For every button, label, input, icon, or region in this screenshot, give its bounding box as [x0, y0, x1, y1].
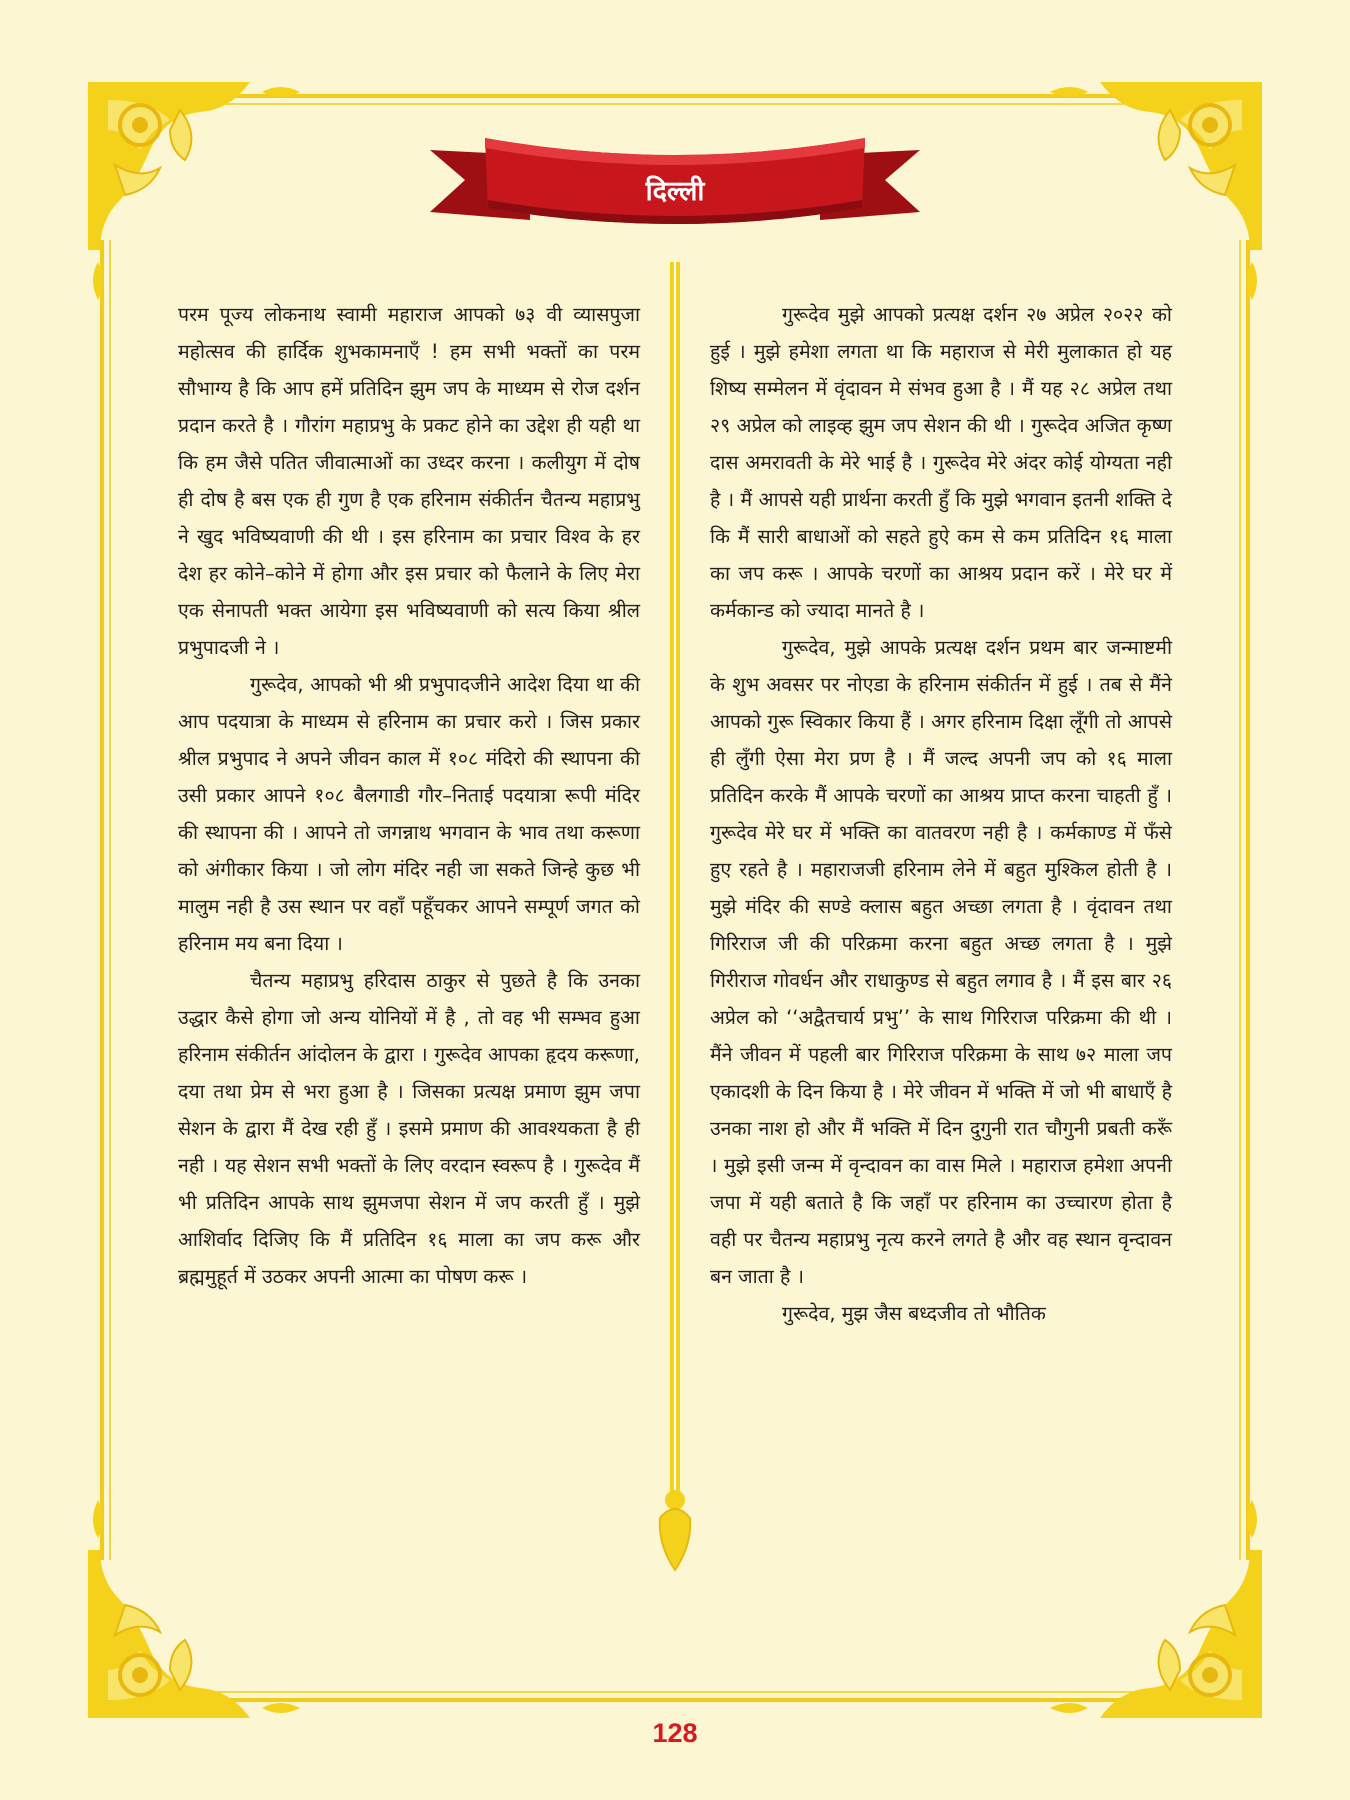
page-number: 128 — [652, 1718, 698, 1748]
section-title: दिल्ली — [645, 176, 705, 207]
paragraph: गुरूदेव, आपको भी श्री प्रभुपादजीने आदेश दिया था की आप पदयात्रा के माध्यम से हरिनाम का प्रचार करो । जिस प्रकार श्रील प्रभुपाद ने अपने जीवन काल में १०८ मंदिरो की स्थापना की उसी प्रकार आपने १०८ बैलगाडी गौर–निताई पदयात्रा रूपी मंदिर की स्थापना की । आपने तो जगन्नाथ भगवान के भाव तथा करूणा को अंगीकार किया । जो लोग मंदिर नही जा सकते जिन्हे कुछ भी मालुम नही है उस स्थान पर वहाँ पहूँचकर आपने सम्पूर्ण जगत को हरिनाम मय बना दिया । — [178, 673, 640, 955]
right-column — [710, 296, 1172, 1332]
paragraph: परम पूज्य लोकनाथ स्वामी महाराज आपको ७३ वी व्यासपुजा महोत्सव की हार्दिक शुभकामनाएँ ! हम सभी भक्तों का परम सौभाग्य है कि आप हमें प्रतिदिन झुम जप के माध्यम से रोज दर्शन प्रदान करते है । गौरांग महाप्रभु के प्रकट होने का उद्देश ही यही था कि हम जैसे पतित जीवात्माओं का उध्दर करना । कलीयुग में दोष ही दोष है बस एक ही गुण है एक हरिनाम संकीर्तन चैतन्य महाप्रभु ने खुद भविष्यवाणी की थी । इस हरिनाम का प्रचार विश्व के हर देश हर कोने–कोने में होगा और इस प्रचार को फैलाने के लिए मेरा एक सेनापती भक्त आयेगा इस भविष्यवाणी को सत्य किया श्रील प्रभुपादजी ने । — [178, 303, 640, 659]
left-column — [178, 296, 640, 1295]
corner-ornament-icon — [88, 82, 300, 300]
paragraph: गुरूदेव, मुझे आपके प्रत्यक्ष दर्शन प्रथम बार जन्माष्टमी के शुभ अवसर पर नोएडा के हरिनाम संकीर्तन में हुई । तब से मैंने आपको गुरू स्विकार किया हैं । अगर हरिनाम दिक्षा लूँगी तो आपसे ही लुँगी ऐसा मेरा प्रण है । मैं जल्द अपनी जप को १६ माला प्रतिदिन करके मैं आपके चरणों का आश्रय प्राप्त करना चाहती हुँ । गुरूदेव मेरे घर में भक्ति का वातवरण नही है । कर्मकाण्ड में फँसे हुए रहते है । महाराजजी हरिनाम लेने में बहुत मुश्किल होती है । मुझे मंदिर की सण्डे क्लास बहुत अच्छा लगता है । वृंदावन तथा गिरिराज जी की परिक्रमा करना बहुत अच्छ लगता है । मुझे गिरीराज गोवर्धन और राधाकुण्ड से बहुत लगाव है । मैं इस बार २६ अप्रेल को ‘‘अद्वैतचार्य प्रभु’’ के साथ गिरिराज परिक्रमा की थी । मैंने जीवन में पहली बार गिरिराज परिक्रमा के साथ ७२ माला जप एकादशी के दिन किया है । मेरे जीवन में भक्ति में जो भी बाधाएँ है उनका नाश हो और मैं भक्ति में दिन दुगुनी रात चौगुनी प्रबती करूँ । मुझे इसी जन्म में वृन्दावन का वास मिले । महाराज हमेशा अपनी जपा में यही बताते है कि जहाँ पर हरिनाम का उच्चारण होता है वही पर चैतन्य महाप्रभु नृत्य करने लगते है और वह स्थान वृन्दावन बन जाता है । — [710, 636, 1172, 1288]
paragraph: गुरूदेव, मुझ जैस बध्दजीव तो भौतिक — [782, 1302, 1046, 1325]
paragraph: गुरूदेव मुझे आपको प्रत्यक्ष दर्शन २७ अप्रेल २०२२ को हुई । मुझे हमेशा लगता था कि महाराज से मेरी मुलाकात हो यह शिष्य सम्मेलन में वृंदावन मे संभव हुआ है । मैं यह २८ अप्रेल तथा २९ अप्रेल को लाइव्ह झुम जप सेशन की थी । गुरूदेव अजित कृष्ण दास अमरावती के मेरे भाई है । गुरूदेव मेरे अंदर कोई योग्यता नही है । मैं आपसे यही प्रार्थना करती हुँ कि मुझे भगवान इतनी शक्ति दे कि मैं सारी बाधाओं को सहते हुऐ कम से कम प्रतिदिन १६ माला का जप करू । आपके चरणों का आश्रय प्रदान करें । मेरे घर में कर्मकान्ड को ज्यादा मानते है । — [710, 303, 1172, 622]
paragraph: चैतन्य महाप्रभु हरिदास ठाकुर से पुछते है कि उनका उद्धार कैसे होगा जो अन्य योनियों में है , तो वह भी सम्भव हुआ हरिनाम संकीर्तन आंदोलन के द्वारा । गुरूदेव आपका हृदय करूणा, दया तथा प्रेम से भरा हुआ है । जिसका प्रत्यक्ष प्रमाण झुम जपा सेशन के द्वारा मैं देख रही हुँ । इसमे प्रमाण की आवश्यकता है ही नही । यह सेशन सभी भक्तों के लिए वरदान स्वरूप है । गुरूदेव मैं भी प्रतिदिन आपके साथ झुमजपा सेशन में जप करती हुँ । मुझे आशिर्वाद दिजिए कि मैं प्रतिदिन १६ माला का जप करू और ब्रह्ममुहूर्त में उठकर अपनी आत्मा का पोषण करू । — [178, 969, 640, 1288]
column-divider-icon — [660, 262, 690, 1570]
